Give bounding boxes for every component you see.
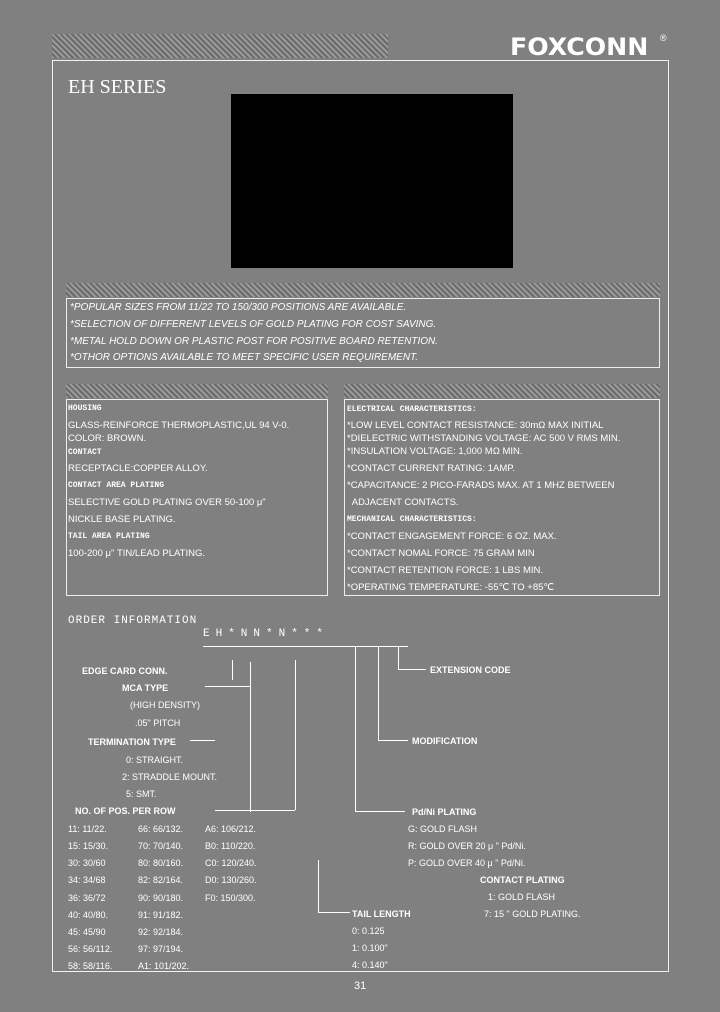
feature-line: *OTHOR OPTIONS AVAILABLE TO MEET SPECIFIC USER REQUIREMENT. [70,352,419,363]
tail-length-line: 1: 0.100" [352,943,388,953]
modification-label: MODIFICATION [412,736,478,746]
pos-item: 70: 70/140. [138,841,184,851]
leader-line [295,660,296,810]
pdni-plating-label: Pd/Ni PLATING [412,807,477,817]
pos-item: 97: 97/194. [138,944,184,954]
tail-length-line: 0: 0.125 [352,926,385,936]
materials-header-bar [66,384,328,398]
housing-label: HOUSING [68,404,102,413]
registered-mark: ® [660,33,667,43]
leader-line [378,646,379,741]
pos-item: 36: 36/72 [68,893,106,903]
termination-line: 2: STRADDLE MOUNT. [122,772,218,782]
mechanical-label: MECHANICAL CHARACTERISTICS: [347,515,477,524]
electrical-line: *CAPACITANCE: 2 PICO-FARADS MAX. AT 1 MHZ BETWEEN [347,480,615,491]
mechanical-line: *CONTACT RETENTION FORCE: 1 LBS MIN. [347,565,544,576]
pos-item: 15: 15/30. [68,841,109,851]
electrical-label: ELECTRICAL CHARACTERISTICS: [347,405,477,414]
leader-line [378,740,408,741]
pdni-line: G: GOLD FLASH [408,824,478,834]
pos-item: 11: 11/22. [68,824,107,834]
pos-item: 34: 34/68 [68,875,106,885]
header-bar [52,34,388,58]
leader-line [215,810,295,811]
pos-item: 45: 45/90 [68,927,106,937]
leader-line [318,860,319,913]
features-header-bar [66,283,660,297]
tail-length-label: TAIL LENGTH [352,909,411,919]
contact-label: CONTACT [68,448,102,457]
foxconn-logo: FOXCONN [510,33,649,61]
pos-item: 66: 66/132. [138,824,184,834]
leader-line [250,662,251,812]
pos-item: D0: 130/260. [205,875,257,885]
pos-item: 80: 80/160. [138,858,184,868]
leader-line [232,660,233,680]
pos-item: 90: 90/180. [138,893,184,903]
pos-item: A1: 101/202. [138,961,190,971]
mca-line: (HIGH DENSITY) [130,700,201,710]
pos-item: A6: 106/212. [205,824,257,834]
leader-line [355,646,356,812]
pos-item: F0: 150/300. [205,893,256,903]
contact-line: RECEPTACLE:COPPER ALLOY. [68,463,208,474]
electrical-line: *CONTACT CURRENT RATING: 1AMP. [347,463,516,474]
pos-item: 30: 30/60 [68,858,106,868]
part-number-code: EH*NN*N*** [203,628,330,640]
pdni-line: R: GOLD OVER 20 μ " Pd/Ni. [408,841,526,851]
mechanical-line: *CONTACT NOMAL FORCE: 75 GRAM MIN [347,548,535,559]
pos-item: 82: 82/164. [138,875,184,885]
pdni-line: P: GOLD OVER 40 μ " Pd/Ni. [408,858,526,868]
feature-line: *SELECTION OF DIFFERENT LEVELS OF GOLD PLATING FOR COST SAVING. [70,319,437,330]
leader-line [318,912,350,913]
tail-line: 100-200 μ" TIN/LEAD PLATING. [68,548,205,559]
pos-item: 58: 58/116. [68,961,113,971]
pos-item: 92: 92/184. [138,927,184,937]
mca-line: .05" PITCH [135,718,181,728]
specs-header-bar [344,384,660,398]
termination-type-label: TERMINATION TYPE [88,737,176,747]
leader-line [355,811,405,812]
termination-line: 0: STRAIGHT. [126,755,184,765]
page-number: 31 [354,980,367,992]
positions-label: NO. OF POS. PER ROW [75,806,176,816]
leader-line [190,740,215,741]
contact-plating-line: 1: GOLD FLASH [488,892,556,902]
order-info-title: ORDER INFORMATION [68,615,198,627]
housing-line: GLASS-REINFORCE THERMOPLASTIC,UL 94 V-0. [68,420,290,431]
pos-item: 91: 91/182. [138,910,184,920]
mca-type-label: MCA TYPE [122,683,169,693]
contact-area-plating-label: CONTACT AREA PLATING [68,481,165,490]
feature-line: *METAL HOLD DOWN OR PLASTIC POST FOR POSITIVE BOARD RETENTION. [70,336,439,347]
extension-code-label: EXTENSION CODE [430,665,511,675]
feature-line: *POPULAR SIZES FROM 11/22 TO 150/300 POSITIONS ARE AVAILABLE. [70,302,407,313]
leader-line [398,669,426,670]
electrical-line: *INSULATION VOLTAGE: 1,000 MΩ MIN. [347,446,523,457]
pos-item: B0: 110/220. [205,841,256,851]
electrical-line: *LOW LEVEL CONTACT RESISTANCE: 30mΩ MAX INITIAL [347,420,604,431]
pos-item: 56: 56/112. [68,944,113,954]
edge-card-label: EDGE CARD CONN. [82,666,168,676]
electrical-line: *DIELECTRIC WITHSTANDING VOLTAGE: AC 500 V RMS MIN. [347,433,621,444]
pos-item: C0: 120/240. [205,858,257,868]
plating-line: SELECTIVE GOLD PLATING OVER 50-100 μ" [68,497,266,508]
mechanical-line: *CONTACT ENGAGEMENT FORCE: 6 OZ. MAX. [347,531,557,542]
housing-line: COLOR: BROWN. [68,433,147,444]
leader-line [398,646,399,670]
contact-plating-line: 7: 15 " GOLD PLATING. [484,909,581,919]
pos-item: 40: 40/80. [68,910,109,920]
electrical-line: ADJACENT CONTACTS. [347,497,459,508]
tail-area-plating-label: TAIL AREA PLATING [68,532,150,541]
tail-length-line: 4: 0.140" [352,960,388,970]
product-photo [231,94,513,268]
termination-line: 5: SMT. [126,789,157,799]
contact-plating-label: CONTACT PLATING [480,875,565,885]
plating-line: NICKLE BASE PLATING. [68,514,176,525]
page-title: EH SERIES [68,76,167,98]
mechanical-line: *OPERATING TEMPERATURE: -55℃ TO +85℃ [347,582,555,593]
leader-line [205,686,250,687]
